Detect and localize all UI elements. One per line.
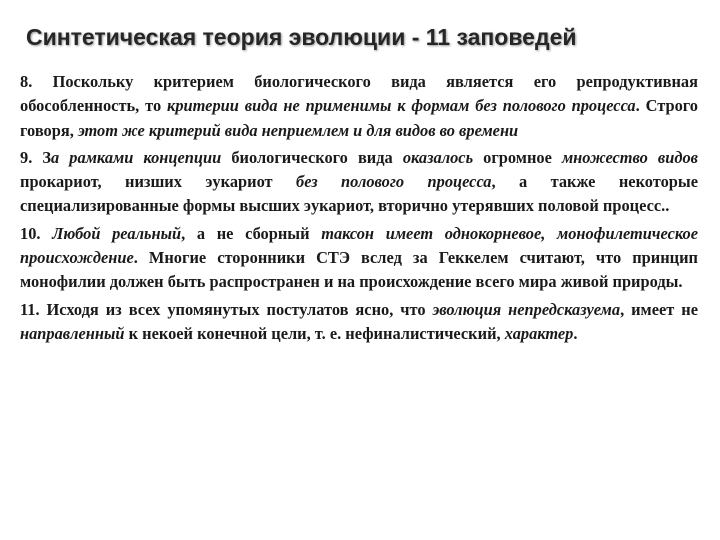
italic-run: оказалось bbox=[402, 147, 474, 167]
text-run: , а также некоторые специализированные формы высших эукариот, вторично утерявших половой процесс.. bbox=[20, 172, 698, 216]
italic-run: критерии вида не применимы к формам без полового процесса bbox=[167, 96, 636, 116]
text-run: , а не сборный bbox=[181, 223, 322, 243]
italic-run: эволюция непредсказуема bbox=[432, 299, 621, 319]
text-run: 9. З bbox=[20, 147, 52, 167]
italic-run: множество видов bbox=[561, 147, 699, 167]
paragraph-11 bbox=[20, 298, 698, 347]
paragraph-9 bbox=[20, 146, 698, 219]
slide-title: Синтетическая теория эволюции - 11 заповедей bbox=[26, 24, 577, 50]
text-run: 10. bbox=[20, 223, 53, 243]
italic-run: характер bbox=[504, 323, 574, 343]
italic-run: без полового процесса bbox=[296, 172, 492, 192]
italic-run: этот же критерий вида неприемлем и для видов во времени bbox=[77, 120, 519, 140]
text-run: . bbox=[573, 323, 578, 343]
text-run: , имеет не bbox=[620, 299, 698, 319]
paragraph-8 bbox=[20, 70, 698, 143]
slide-body bbox=[20, 70, 698, 346]
text-run: огромное bbox=[473, 147, 562, 167]
text-run: . Строго говоря, bbox=[20, 96, 698, 140]
text-run: биологического вида bbox=[221, 147, 403, 167]
text-run: 8. Поскольку критерием биологического вида является его репродуктивная обособленность, то bbox=[20, 72, 698, 116]
italic-run: направленный bbox=[20, 323, 125, 343]
text-run: 11. Исходя из всех упомянутых постулатов ясно, что bbox=[20, 299, 433, 319]
text-run: к некоей конечной цели, т. е. нефиналистический, bbox=[124, 323, 505, 343]
text-run: . Многие сторонники СТЭ вслед за Геккелем считают, что принцип монофилии должен быть распространен и на происхождение всего мира живой природы. bbox=[20, 248, 698, 292]
italic-run: таксон имеет однокорневое, монофилетическое происхождение bbox=[20, 223, 698, 268]
italic-run: а рамками концепции bbox=[51, 147, 222, 167]
paragraph-10 bbox=[20, 222, 698, 295]
text-run: прокариот, низших эукариот bbox=[20, 172, 297, 192]
italic-run: Любой реальный bbox=[52, 223, 182, 243]
